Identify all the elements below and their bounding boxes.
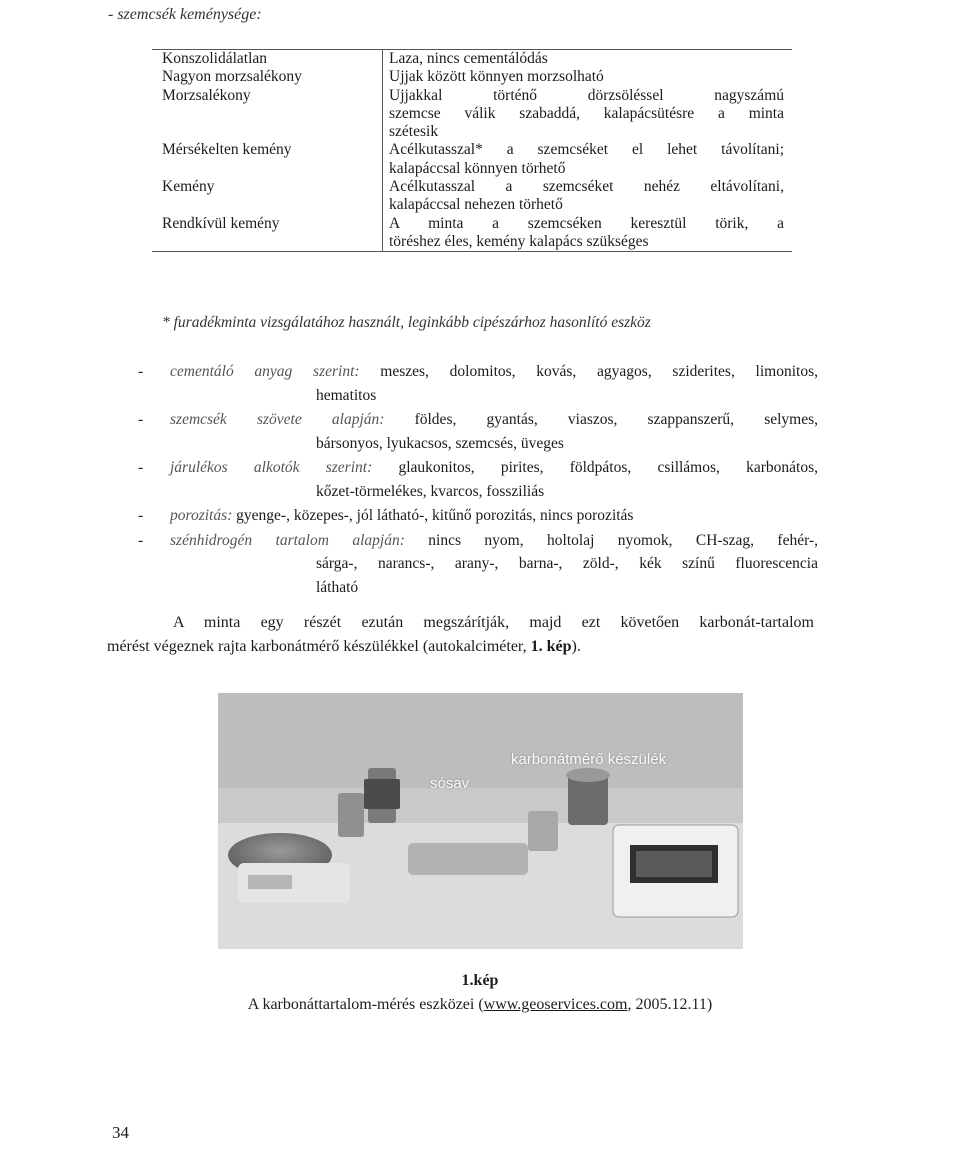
list-item-value: gyenge-, közepes-, jól látható-, kitűnő porozitás, nincs porozitás bbox=[236, 507, 634, 524]
equipment-photo-drawing bbox=[218, 693, 743, 949]
table-row bbox=[152, 141, 792, 178]
section-heading: - szemcsék keménysége: bbox=[108, 6, 262, 23]
list-item-continuation: hematitos bbox=[316, 386, 377, 404]
list-item-value: nincs nyom, holtolaj nyomok, CH-szag, fehér-, bbox=[428, 531, 818, 549]
dash-bullet: - bbox=[138, 459, 144, 476]
hardness-category: Kemény bbox=[152, 178, 383, 215]
paragraph-line-2-post: ). bbox=[571, 638, 581, 655]
description-line: A minta a szemcséken keresztül törik, a bbox=[389, 214, 784, 232]
caption-pre: A karbonáttartalom-mérés eszközei ( bbox=[247, 996, 484, 1013]
figure-number: 1.kép bbox=[461, 972, 499, 989]
table-row bbox=[152, 178, 792, 215]
hardness-description bbox=[383, 215, 792, 252]
figure-caption bbox=[0, 996, 960, 1014]
equipment-photo bbox=[218, 693, 743, 949]
dash-bullet: - bbox=[138, 411, 144, 428]
hardness-description bbox=[383, 87, 792, 142]
dash-bullet: - bbox=[138, 507, 144, 524]
list-item-label: porozitás: bbox=[170, 507, 233, 524]
list-item-first-line bbox=[170, 504, 818, 528]
table-row bbox=[152, 215, 792, 252]
list-item-value: földes, gyantás, viaszos, szappanszerű, selymes, bbox=[414, 411, 819, 428]
list-item bbox=[138, 504, 818, 528]
list-item-continuation: bársonyos, lyukacsos, szemcsés, üveges bbox=[316, 434, 564, 452]
list-item bbox=[138, 529, 818, 600]
list-item-continuation: kőzet-törmelékes, kvarcos, fossziliás bbox=[316, 482, 545, 500]
list-item-value: meszes, dolomitos, kovás, agyagos, sziderites, limonitos, bbox=[380, 363, 819, 380]
table-footnote: * furadékminta vizsgálatához használt, leginkább cipészárhoz hasonlító eszköz bbox=[162, 314, 651, 331]
photo-label-device: karbonátmérő készülék bbox=[511, 751, 667, 768]
property-list bbox=[138, 360, 818, 600]
hardness-category: Rendkívül kemény bbox=[152, 215, 383, 252]
paragraph-line-1: A minta egy részét ezután megszárítják, majd ezt követően karbonát-tartalom bbox=[173, 614, 814, 631]
list-item bbox=[138, 456, 818, 503]
list-item-label: szénhidrogén tartalom alapján: bbox=[170, 531, 405, 549]
hardness-category: Morzsalékony bbox=[152, 87, 383, 142]
list-item-continuation: sárga-, narancs-, arany-, barna-, zöld-, kék színű fluorescencia bbox=[316, 555, 818, 572]
hardness-category: Mérsékelten kemény bbox=[152, 141, 383, 178]
hardness-description bbox=[383, 178, 792, 215]
list-item-label: szemcsék szövete alapján: bbox=[170, 411, 385, 428]
list-item-label: cementáló anyag szerint: bbox=[170, 363, 360, 380]
list-item-first-line bbox=[170, 408, 818, 432]
page-number: 34 bbox=[112, 1123, 129, 1142]
hardness-category: Nagyon morzsalékony bbox=[152, 68, 383, 86]
description-line: töréshez éles, kemény kalapács szükséges bbox=[389, 232, 649, 250]
list-item bbox=[138, 360, 818, 407]
paragraph-line-2-pre: mérést végeznek rajta karbonátmérő készülékkel (autokalciméter, bbox=[107, 638, 531, 655]
hardness-description bbox=[383, 68, 792, 86]
table-row bbox=[152, 50, 792, 68]
list-item-continuation: látható bbox=[316, 578, 359, 596]
description-line: szétesik bbox=[389, 123, 439, 141]
table-row bbox=[152, 87, 792, 142]
description-line: Laza, nincs cementálódás bbox=[389, 50, 548, 67]
list-item-first-line bbox=[170, 360, 818, 384]
table-row bbox=[152, 68, 792, 86]
list-item-first-line bbox=[170, 456, 818, 480]
dash-bullet: - bbox=[138, 363, 144, 380]
hardness-category: Konszolidálatlan bbox=[152, 50, 383, 68]
caption-post: , 2005.12.11) bbox=[627, 996, 713, 1013]
list-item-value: glaukonitos, pirites, földpátos, csillámos, karbonátos, bbox=[398, 459, 818, 476]
caption-link[interactable]: www.geoservices.com bbox=[483, 996, 628, 1013]
list-item-label: járulékos alkotók szerint: bbox=[170, 459, 373, 476]
hardness-table bbox=[152, 49, 792, 252]
list-item bbox=[138, 408, 818, 455]
description-line: Acélkutasszal* a szemcséket el lehet távolítani; bbox=[389, 141, 784, 159]
list-item-first-line bbox=[170, 529, 818, 553]
description-line: Ujjak között könnyen morzsolható bbox=[389, 68, 604, 86]
description-line: Ujjakkal történő dörzsöléssel nagyszámú bbox=[389, 86, 784, 104]
hardness-description bbox=[383, 50, 792, 68]
description-line: kalapáccsal könnyen törhető bbox=[389, 159, 566, 177]
body-paragraph bbox=[107, 611, 814, 659]
dash-bullet: - bbox=[138, 531, 144, 549]
figure-reference: 1. kép bbox=[530, 638, 572, 655]
photo-label-acid: sósav bbox=[430, 775, 470, 792]
description-line: Acélkutasszal a szemcséket nehéz eltávolítani, bbox=[389, 178, 784, 196]
description-line: kalapáccsal nehezen törhető bbox=[389, 196, 563, 214]
description-line: szemcse válik szabaddá, kalapácsütésre a minta bbox=[389, 104, 784, 122]
hardness-description bbox=[383, 141, 792, 178]
